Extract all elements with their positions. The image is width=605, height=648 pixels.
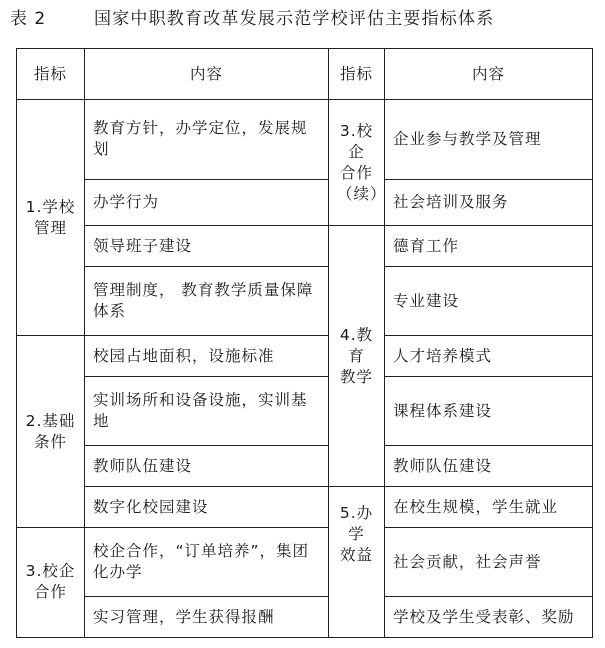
content-cell: 实训场所和设备设施，实训基地 <box>85 377 329 446</box>
table-row <box>17 446 593 487</box>
indicator-line: 3.校企 <box>339 121 374 161</box>
indicator-line: 教学 <box>339 367 373 386</box>
content-cell: 课程体系建设 <box>385 377 593 446</box>
indicator-line: 管理 <box>33 218 67 237</box>
content-cell: 管理制度， 教育教学质量保障体系 <box>85 267 329 336</box>
header-row <box>17 49 593 100</box>
table-row <box>17 100 593 180</box>
indicator-school-enterprise-cont <box>329 100 385 226</box>
content-cell: 专业建设 <box>385 267 593 336</box>
content-cell: 校园占地面积，设施标准 <box>85 336 329 377</box>
content-cell: 教师队伍建设 <box>385 446 593 487</box>
indicator-line: 5.办学 <box>339 504 374 544</box>
content-cell: 人才培养模式 <box>385 336 593 377</box>
table-row <box>17 487 593 528</box>
indicator-line: 1.学校 <box>25 197 76 216</box>
header-left-indicator: 指标 <box>17 49 85 100</box>
table-number: 表 2 <box>10 9 47 29</box>
header-right-content: 内容 <box>385 49 593 100</box>
indicator-line: 3.校企 <box>25 562 76 581</box>
content-cell: 德育工作 <box>385 226 593 267</box>
indicator-line: （续） <box>337 184 387 203</box>
content-cell: 领导班子建设 <box>85 226 329 267</box>
indicator-table <box>16 48 593 638</box>
content-cell: 企业参与教学及管理 <box>385 100 593 180</box>
content-cell: 办学行为 <box>85 179 329 226</box>
table-row <box>17 336 593 377</box>
indicator-school-management <box>17 100 85 336</box>
table-title: 国家中职教育改革发展示范学校评估主要指标体系 <box>94 9 495 29</box>
indicator-school-enterprise <box>17 527 85 637</box>
content-cell: 教育方针，办学定位，发展规划 <box>85 100 329 180</box>
content-cell: 教师队伍建设 <box>85 446 329 487</box>
header-left-content: 内容 <box>85 49 329 100</box>
content-cell: 实习管理，学生获得报酬 <box>85 597 329 638</box>
table-row <box>17 267 593 336</box>
indicator-school-benefits <box>329 487 385 638</box>
table-row <box>17 226 593 267</box>
header-right-indicator: 指标 <box>329 49 385 100</box>
content-cell: 社会贡献，社会声誉 <box>385 527 593 596</box>
table-row <box>17 527 593 596</box>
indicator-education-teaching <box>329 226 385 487</box>
content-cell: 校企合作，“订单培养”，集团化办学 <box>85 527 329 596</box>
indicator-line: 4.教育 <box>339 325 374 365</box>
content-cell: 数字化校园建设 <box>85 487 329 528</box>
content-cell: 社会培训及服务 <box>385 179 593 226</box>
table-caption <box>0 6 605 32</box>
indicator-line: 条件 <box>33 432 67 451</box>
indicator-line: 合作 <box>339 163 373 182</box>
content-cell: 在校生规模，学生就业 <box>385 487 593 528</box>
content-cell: 学校及学生受表彰、奖励 <box>385 597 593 638</box>
table-row <box>17 597 593 638</box>
table-row <box>17 377 593 446</box>
table-row <box>17 179 593 226</box>
indicator-line: 效益 <box>339 546 373 565</box>
indicator-basic-conditions <box>17 336 85 528</box>
indicator-line: 2.基础 <box>25 411 76 430</box>
indicator-line: 合作 <box>33 583 67 602</box>
